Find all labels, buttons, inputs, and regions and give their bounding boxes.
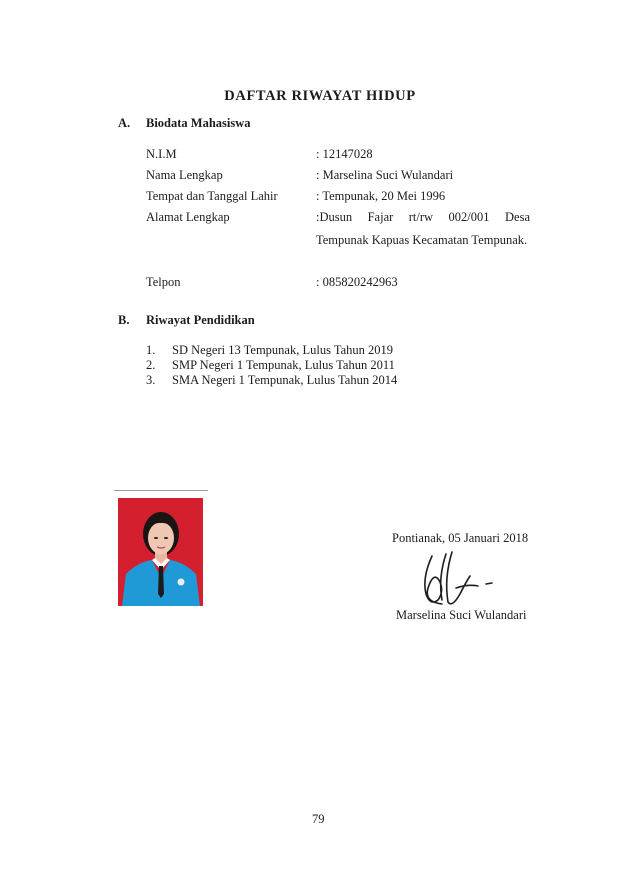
ttl-label: Tempat dan Tanggal Lahir [146, 189, 278, 203]
section-a-letter: A. [118, 116, 131, 130]
ttl-value: : Tempunak, 20 Mei 1996 [316, 189, 446, 203]
portrait-photo [118, 498, 203, 606]
section-a-title: Biodata Mahasiswa [146, 116, 251, 130]
signature-graphic [408, 548, 518, 612]
signer-name: Marselina Suci Wulandari [396, 608, 527, 622]
education-num: 3. [146, 373, 156, 387]
nama-label: Nama Lengkap [146, 168, 223, 182]
education-item: SD Negeri 13 Tempunak, Lulus Tahun 2019 [172, 343, 394, 357]
nama-value: : Marselina Suci Wulandari [316, 168, 454, 182]
section-b-letter: B. [118, 313, 130, 327]
signature-place-date: Pontianak, 05 Januari 2018 [392, 531, 529, 545]
nim-label: N.I.M [146, 147, 177, 161]
alamat-value: :Dusun Fajar rt/rw 002/001 Desa Tempunak Kapuas Kecamatan Tempunak. [316, 210, 530, 247]
telpon-label: Telpon [146, 275, 181, 289]
section-b-title: Riwayat Pendidikan [146, 313, 255, 327]
photo-top-line [114, 490, 208, 491]
telpon-value: : 085820242963 [316, 275, 398, 289]
portrait-illustration [118, 498, 203, 606]
page-number: 79 [312, 812, 325, 826]
alamat-label: Alamat Lengkap [146, 210, 230, 224]
page-title: DAFTAR RIWAYAT HIDUP [224, 88, 416, 104]
education-num: 1. [146, 343, 156, 357]
education-item: SMA Negeri 1 Tempunak, Lulus Tahun 2014 [172, 373, 398, 387]
education-item: SMP Negeri 1 Tempunak, Lulus Tahun 2011 [172, 358, 395, 372]
education-num: 2. [146, 358, 156, 372]
nim-value: : 12147028 [316, 147, 373, 161]
